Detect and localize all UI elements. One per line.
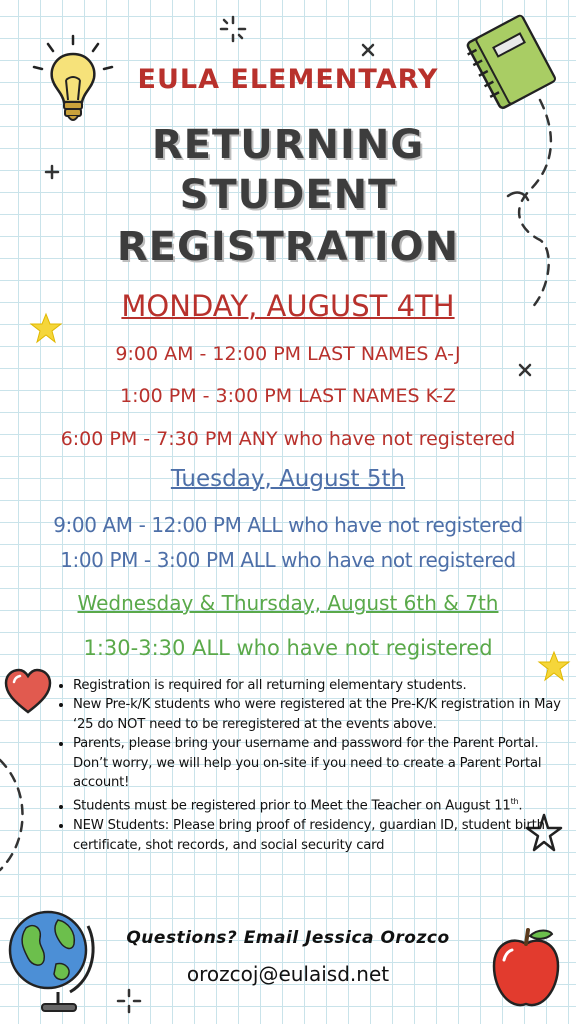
note-item: • NEW Students: Please bring proof of residency, guardian ID, student birth certificate, shot records, and social security card xyxy=(73,816,573,855)
note-item: • Registration is required for all returning elementary students. xyxy=(73,676,573,695)
tuesday-slot-2: 1:00 PM - 3:00 PM ALL who have not registered xyxy=(60,548,516,572)
school-name: EULA ELEMENTARY xyxy=(137,64,439,95)
wed-thu-slot-1: 1:30-3:30 ALL who have not registered xyxy=(83,636,493,660)
tuesday-heading: Tuesday, August 5th xyxy=(170,466,406,492)
globe-icon xyxy=(2,898,102,1018)
contact-question: Questions? Email Jessica Orozco xyxy=(126,928,450,948)
ordinal-suffix: th xyxy=(510,797,519,807)
note-item xyxy=(73,792,573,816)
note-period: . xyxy=(518,798,523,814)
note-text: Students must be registered prior to Meet the Teacher on August 11 xyxy=(73,798,511,814)
note-item: • New Pre-k/K students who were registered at the Pre-K/K registration in May ‘25 do NOT need to be reregistered at the events above. xyxy=(73,695,573,734)
registration-notes xyxy=(53,676,573,855)
contact-email-link[interactable]: orozcoj@eulaisd.net xyxy=(186,962,390,986)
sparkle-icon xyxy=(116,988,142,1014)
heart-icon xyxy=(2,666,54,718)
title-line-1: RETURNING xyxy=(151,122,425,168)
note-item: • Parents, please bring your username and password for the Parent Portal. Don’t worry, we will help you on-site if you need to create a Parent Portal account! xyxy=(73,734,573,792)
title-line-3: REGISTRATION xyxy=(116,224,460,270)
wed-thu-heading: Wednesday & Thursday, August 6th & 7th xyxy=(77,591,499,615)
monday-heading: MONDAY, AUGUST 4TH xyxy=(121,289,455,323)
sparkle-icon xyxy=(218,14,248,44)
monday-slot-2: 1:00 PM - 3:00 PM LAST NAMES K-Z xyxy=(120,385,456,407)
monday-slot-1: 9:00 AM - 12:00 PM LAST NAMES A-J xyxy=(115,343,461,365)
tuesday-slot-1: 9:00 AM - 12:00 PM ALL who have not registered xyxy=(53,513,523,537)
dashed-arc-doodle xyxy=(0,760,40,880)
plus-doodle-icon xyxy=(360,42,376,58)
monday-slot-3: 6:00 PM - 7:30 PM ANY who have not registered xyxy=(60,428,516,450)
title-line-2: STUDENT xyxy=(179,172,397,218)
